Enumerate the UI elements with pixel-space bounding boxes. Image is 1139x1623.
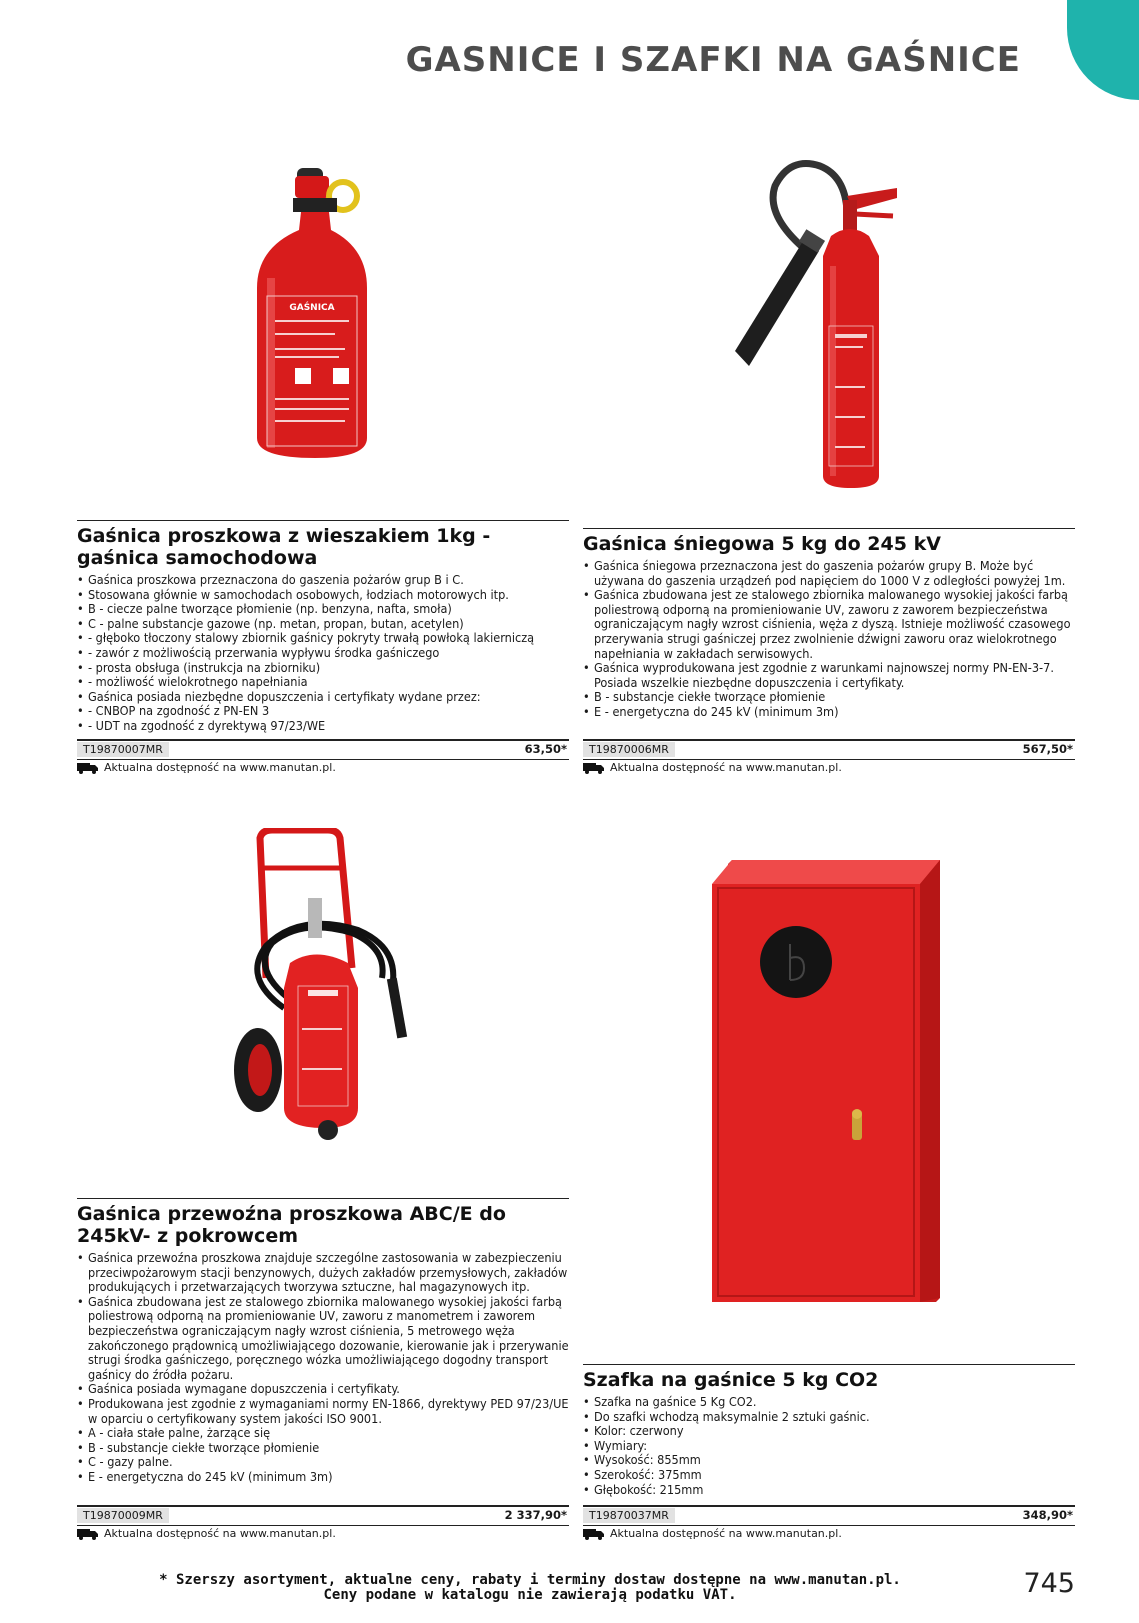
car-extinguisher-image bbox=[255, 168, 375, 463]
feature-list bbox=[77, 573, 569, 734]
feature-list bbox=[77, 1251, 569, 1485]
feature-item: • Gaśnica proszkowa przeznaczona do gaszenia pożarów grup B i C. bbox=[77, 573, 569, 588]
product-title: Gaśnica śniegowa 5 kg do 245 kV bbox=[583, 533, 941, 555]
footer-line: * Szerszy asortyment, aktualne ceny, rabaty i terminy dostaw dostępne na www.manutan.pl. bbox=[159, 1572, 901, 1588]
availability-note bbox=[77, 761, 336, 775]
price-bar bbox=[583, 739, 1075, 760]
availability-link[interactable]: Aktualna dostępność na www.manutan.pl. bbox=[610, 1527, 842, 1540]
product-title: Szafka na gaśnice 5 kg CO2 bbox=[583, 1369, 879, 1391]
product-code: T19870007MR bbox=[77, 742, 169, 757]
product-card-extinguisher-cabinet bbox=[583, 1364, 1075, 1497]
availability-note bbox=[583, 1527, 842, 1541]
price-bar bbox=[77, 1505, 569, 1526]
feature-item: • Szerokość: 375mm bbox=[583, 1468, 1075, 1483]
extinguisher-cabinet-image bbox=[710, 858, 942, 1302]
feature-list bbox=[583, 1395, 1075, 1497]
title-divider bbox=[77, 1198, 569, 1199]
feature-item: • Głębokość: 215mm bbox=[583, 1483, 1075, 1498]
feature-item: • Gaśnica zbudowana jest ze stalowego zbiornika malowanego wysokiej jakości farbą poliestrową odporną na promieniowanie UV, zaworu z zaworem bezpieczeństwa ograniczającym nagły wzrost ciśnienia, węża z dyszą. Istnieje możliwość czasowego przerywania strugi gaśniczej przez zwolnienie dźwigni zaworu oraz wielokrotnego napełniania w zakładach serwisowych. bbox=[583, 588, 1075, 661]
feature-item: • Gaśnica posiada wymagane dopuszczenia i certyfikaty. bbox=[77, 1382, 569, 1397]
product-code: T19870037MR bbox=[583, 1508, 675, 1523]
product-code: T19870006MR bbox=[583, 742, 675, 757]
feature-item: • C - gazy palne. bbox=[77, 1455, 569, 1470]
availability-note bbox=[583, 761, 842, 775]
feature-item: • Kolor: czerwony bbox=[583, 1424, 1075, 1439]
feature-item: • Wysokość: 855mm bbox=[583, 1453, 1075, 1468]
price-bar bbox=[583, 1505, 1075, 1526]
title-divider bbox=[77, 520, 569, 521]
feature-item: • Gaśnica przewoźna proszkowa znajduje szczególne zastosowania w zabezpieczeniu przeciwpożarowym stacji benzynowych, dużych zakładów przemysłowych, zakładów produkujących i przetwarzających tworzywa sztuczne, hal magazynowych itp. bbox=[77, 1251, 569, 1295]
product-price: 63,50* bbox=[524, 742, 567, 756]
feature-item: • B - substancje ciekłe tworzące płomienie bbox=[77, 1441, 569, 1456]
wheeled-extinguisher-image bbox=[232, 828, 417, 1148]
product-code: T19870009MR bbox=[77, 1508, 169, 1523]
co2-extinguisher-image bbox=[735, 156, 925, 496]
availability-note bbox=[77, 1527, 336, 1541]
page-title: GASNICE I SZAFKI NA GAŚNICE bbox=[405, 40, 1021, 80]
product-price: 567,50* bbox=[1022, 742, 1073, 756]
corner-accent-tab bbox=[1067, 0, 1139, 100]
availability-link[interactable]: Aktualna dostępność na www.manutan.pl. bbox=[104, 1527, 336, 1540]
feature-item: • C - palne substancje gazowe (np. metan, propan, butan, acetylen) bbox=[77, 617, 569, 632]
delivery-truck-icon bbox=[583, 762, 605, 774]
feature-item: • Wymiary: bbox=[583, 1439, 1075, 1454]
product-price: 2 337,90* bbox=[504, 1508, 567, 1522]
feature-list bbox=[583, 559, 1075, 720]
title-divider bbox=[583, 528, 1075, 529]
page-number: 745 bbox=[1023, 1568, 1075, 1599]
availability-link[interactable]: Aktualna dostępność na www.manutan.pl. bbox=[610, 761, 842, 774]
feature-item: • Stosowana głównie w samochodach osobowych, łodziach motorowych itp. bbox=[77, 588, 569, 603]
footer-note bbox=[130, 1573, 930, 1603]
feature-item: • - zawór z możliwością przerwania wypływu środka gaśniczego bbox=[77, 646, 569, 661]
product-title: Gaśnica proszkowa z wieszakiem 1kg - gaśnica samochodowa bbox=[77, 525, 491, 569]
feature-item: • - prosta obsługa (instrukcja na zbiorniku) bbox=[77, 661, 569, 676]
feature-item: • Do szafki wchodzą maksymalnie 2 sztuki gaśnic. bbox=[583, 1410, 1075, 1425]
feature-item: • A - ciała stałe palne, żarzące się bbox=[77, 1426, 569, 1441]
feature-item: • E - energetyczna do 245 kV (minimum 3m) bbox=[77, 1470, 569, 1485]
product-price: 348,90* bbox=[1022, 1508, 1073, 1522]
feature-item: • - CNBOP na zgodność z PN-EN 3 bbox=[77, 704, 569, 719]
feature-item: • Produkowana jest zgodnie z wymaganiami normy EN-1866, dyrektywy PED 97/23/UE w oparciu o certyfikowany system jakości ISO 9001. bbox=[77, 1397, 569, 1426]
feature-item: • B - ciecze palne tworzące płomienie (np. benzyna, nafta, smoła) bbox=[77, 602, 569, 617]
delivery-truck-icon bbox=[77, 762, 99, 774]
product-card-wheeled-extinguisher bbox=[77, 1198, 569, 1485]
feature-item: • Szafka na gaśnice 5 Kg CO2. bbox=[583, 1395, 1075, 1410]
svg-text:GAŚNICA: GAŚNICA bbox=[289, 303, 335, 313]
feature-item: • - głęboko tłoczony stalowy zbiornik gaśnicy pokryty trwałą powłoką lakierniczą bbox=[77, 631, 569, 646]
feature-item: • - możliwość wielokrotnego napełniania bbox=[77, 675, 569, 690]
product-title: Gaśnica przewoźna proszkowa ABC/E do 245kV- z pokrowcem bbox=[77, 1203, 506, 1247]
feature-item: • Gaśnica wyprodukowana jest zgodnie z warunkami najnowszej normy PN-EN-3-7. Posiada wszelkie niezbędne dopuszczenia i certyfikaty. bbox=[583, 661, 1075, 690]
availability-link[interactable]: Aktualna dostępność na www.manutan.pl. bbox=[104, 761, 336, 774]
product-card-car-extinguisher bbox=[77, 520, 569, 734]
feature-item: • - UDT na zgodność z dyrektywą 97/23/WE bbox=[77, 719, 569, 734]
feature-item: • B - substancje ciekłe tworzące płomienie bbox=[583, 690, 1075, 705]
title-divider bbox=[583, 1364, 1075, 1365]
feature-item: • Gaśnica posiada niezbędne dopuszczenia i certyfikaty wydane przez: bbox=[77, 690, 569, 705]
delivery-truck-icon bbox=[583, 1528, 605, 1540]
product-card-co2-extinguisher bbox=[583, 528, 1075, 720]
feature-item: • Gaśnica zbudowana jest ze stalowego zbiornika malowanego wysokiej jakości farbą poliestrową odporną na promieniowanie UV, zaworu z manometrem i zaworem bezpieczeństwa ograniczającym nagły wzrost ciśnienia, 5 metrowego węża zakończonego prądownicą umożliwiającego dozowanie, kierowanie jak i przerywanie strugi środka gaśniczego, poręcznego wózka umożliwiającego dogodny transport gaśnicy do źródła pożaru. bbox=[77, 1295, 569, 1383]
delivery-truck-icon bbox=[77, 1528, 99, 1540]
feature-item: • Gaśnica śniegowa przeznaczona jest do gaszenia pożarów grupy B. Może być używana do gaszenia urządzeń pod napięciem do 1000 V z odległości powyżej 1m. bbox=[583, 559, 1075, 588]
feature-item: • E - energetyczna do 245 kV (minimum 3m) bbox=[583, 705, 1075, 720]
footer-line: Ceny podane w katalogu nie zawierają podatku VAT. bbox=[323, 1587, 737, 1603]
price-bar bbox=[77, 739, 569, 760]
